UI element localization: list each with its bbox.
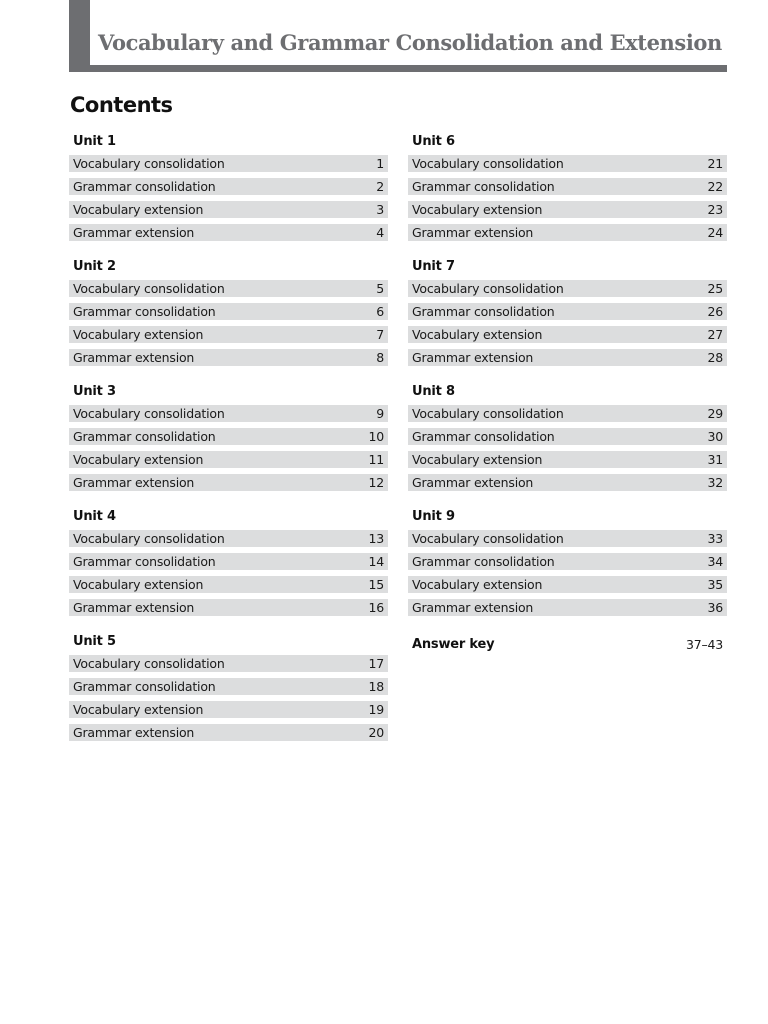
- entry-label: Vocabulary extension: [73, 327, 204, 342]
- entry-page: 23: [707, 202, 723, 217]
- entry-page: 8: [376, 350, 384, 365]
- toc-entry[interactable]: [408, 553, 727, 570]
- unit-title: Unit 6: [412, 134, 455, 149]
- toc-entry[interactable]: [408, 201, 727, 218]
- entry-page: 11: [368, 452, 384, 467]
- toc-entry[interactable]: [69, 326, 388, 343]
- entry-page: 35: [707, 577, 723, 592]
- entry-label: Grammar extension: [412, 225, 534, 240]
- toc-entry[interactable]: [408, 451, 727, 468]
- entry-page: 10: [368, 429, 384, 444]
- toc-entry[interactable]: [69, 224, 388, 241]
- contents-column-right: [408, 128, 727, 654]
- entry-page: 36: [707, 600, 723, 615]
- unit-section: [69, 253, 388, 378]
- toc-entry[interactable]: [69, 178, 388, 195]
- entry-page: 20: [368, 725, 384, 740]
- toc-entry[interactable]: [69, 678, 388, 695]
- entry-page: 1: [376, 156, 384, 171]
- entry-page: 17: [368, 656, 384, 671]
- entry-label: Vocabulary extension: [412, 577, 543, 592]
- entry-label: Grammar extension: [412, 600, 534, 615]
- entry-page: 24: [707, 225, 723, 240]
- entry-page: 7: [376, 327, 384, 342]
- entry-page: 4: [376, 225, 384, 240]
- unit-section: [69, 378, 388, 503]
- entry-label: Grammar extension: [73, 475, 195, 490]
- unit-title: Unit 9: [412, 509, 455, 524]
- entry-page: 28: [707, 350, 723, 365]
- entry-label: Vocabulary extension: [73, 202, 204, 217]
- entry-label: Grammar extension: [412, 350, 534, 365]
- toc-entry[interactable]: [408, 530, 727, 547]
- entry-label: Vocabulary extension: [73, 577, 204, 592]
- toc-entry[interactable]: [408, 155, 727, 172]
- entry-page: 33: [707, 531, 723, 546]
- unit-title: Unit 1: [73, 134, 116, 149]
- unit-title: Unit 7: [412, 259, 455, 274]
- unit-section: [69, 503, 388, 628]
- answer-key-pages: 37–43: [685, 636, 723, 652]
- toc-entry[interactable]: [408, 349, 727, 366]
- unit-section: [408, 253, 727, 378]
- toc-entry[interactable]: [69, 428, 388, 445]
- entry-label: Vocabulary consolidation: [73, 281, 225, 296]
- toc-entry[interactable]: [69, 530, 388, 547]
- entry-label: Vocabulary consolidation: [412, 406, 564, 421]
- entry-label: Vocabulary extension: [73, 452, 204, 467]
- toc-entry[interactable]: [69, 724, 388, 741]
- toc-entry[interactable]: [408, 224, 727, 241]
- unit-title: Unit 4: [73, 509, 116, 524]
- entry-label: Grammar consolidation: [412, 304, 555, 319]
- entry-label: Grammar consolidation: [73, 429, 216, 444]
- toc-entry[interactable]: [69, 701, 388, 718]
- entry-label: Grammar consolidation: [73, 304, 216, 319]
- unit-title: Unit 2: [73, 259, 116, 274]
- entry-page: 22: [707, 179, 723, 194]
- header-accent-block: [69, 0, 90, 72]
- entry-label: Grammar consolidation: [412, 554, 555, 569]
- toc-entry[interactable]: [69, 303, 388, 320]
- contents-column-left: [69, 128, 388, 753]
- answer-key-label: Answer key: [412, 636, 495, 652]
- entry-page: 32: [707, 475, 723, 490]
- entry-page: 27: [707, 327, 723, 342]
- entry-page: 21: [707, 156, 723, 171]
- entry-label: Vocabulary extension: [412, 327, 543, 342]
- toc-entry[interactable]: [408, 405, 727, 422]
- entry-label: Vocabulary extension: [73, 702, 204, 717]
- toc-entry[interactable]: [408, 326, 727, 343]
- entry-page: 30: [707, 429, 723, 444]
- contents-heading: Contents: [70, 93, 173, 117]
- unit-section: [408, 503, 727, 628]
- entry-page: 31: [707, 452, 723, 467]
- unit-title: Unit 5: [73, 634, 116, 649]
- toc-entry[interactable]: [408, 280, 727, 297]
- entry-page: 25: [707, 281, 723, 296]
- toc-entry[interactable]: [408, 599, 727, 616]
- answer-key-entry[interactable]: [408, 634, 727, 654]
- entry-label: Vocabulary consolidation: [73, 656, 225, 671]
- entry-label: Vocabulary consolidation: [412, 531, 564, 546]
- entry-page: 5: [376, 281, 384, 296]
- toc-entry[interactable]: [69, 280, 388, 297]
- unit-section: [408, 128, 727, 253]
- entry-label: Grammar consolidation: [73, 179, 216, 194]
- toc-entry[interactable]: [69, 553, 388, 570]
- entry-label: Grammar consolidation: [412, 429, 555, 444]
- toc-entry[interactable]: [408, 178, 727, 195]
- entry-page: 14: [368, 554, 384, 569]
- toc-entry[interactable]: [69, 655, 388, 672]
- entry-page: 13: [368, 531, 384, 546]
- unit-section: [408, 378, 727, 503]
- entry-page: 16: [368, 600, 384, 615]
- entry-label: Grammar extension: [73, 600, 195, 615]
- entry-page: 6: [376, 304, 384, 319]
- unit-section: [69, 628, 388, 753]
- entry-label: Vocabulary consolidation: [412, 281, 564, 296]
- toc-entry[interactable]: [69, 155, 388, 172]
- entry-label: Grammar extension: [73, 350, 195, 365]
- entry-page: 29: [707, 406, 723, 421]
- entry-label: Vocabulary consolidation: [73, 531, 225, 546]
- entry-page: 26: [707, 304, 723, 319]
- toc-entry[interactable]: [408, 303, 727, 320]
- unit-title: Unit 3: [73, 384, 116, 399]
- toc-entry[interactable]: [69, 451, 388, 468]
- unit-title: Unit 8: [412, 384, 455, 399]
- entry-label: Vocabulary consolidation: [73, 406, 225, 421]
- toc-entry[interactable]: [69, 474, 388, 491]
- toc-entry[interactable]: [69, 599, 388, 616]
- toc-entry[interactable]: [408, 474, 727, 491]
- unit-section: [69, 128, 388, 253]
- entry-page: 9: [376, 406, 384, 421]
- toc-entry[interactable]: [408, 576, 727, 593]
- page-header-title: Vocabulary and Grammar Consolidation and Extension: [98, 30, 722, 55]
- toc-entry[interactable]: [408, 428, 727, 445]
- entry-label: Vocabulary consolidation: [73, 156, 225, 171]
- entry-page: 19: [368, 702, 384, 717]
- entry-page: 3: [376, 202, 384, 217]
- entry-page: 2: [376, 179, 384, 194]
- toc-entry[interactable]: [69, 349, 388, 366]
- toc-entry[interactable]: [69, 201, 388, 218]
- entry-label: Vocabulary extension: [412, 202, 543, 217]
- toc-entry[interactable]: [69, 405, 388, 422]
- entry-label: Grammar extension: [412, 475, 534, 490]
- entry-page: 15: [368, 577, 384, 592]
- entry-page: 18: [368, 679, 384, 694]
- entry-label: Vocabulary extension: [412, 452, 543, 467]
- header-rule: [69, 65, 727, 72]
- entry-label: Grammar consolidation: [73, 679, 216, 694]
- entry-page: 12: [368, 475, 384, 490]
- entry-label: Grammar extension: [73, 225, 195, 240]
- entry-label: Grammar consolidation: [73, 554, 216, 569]
- entry-label: Vocabulary consolidation: [412, 156, 564, 171]
- entry-page: 34: [707, 554, 723, 569]
- entry-label: Grammar extension: [73, 725, 195, 740]
- toc-entry[interactable]: [69, 576, 388, 593]
- entry-label: Grammar consolidation: [412, 179, 555, 194]
